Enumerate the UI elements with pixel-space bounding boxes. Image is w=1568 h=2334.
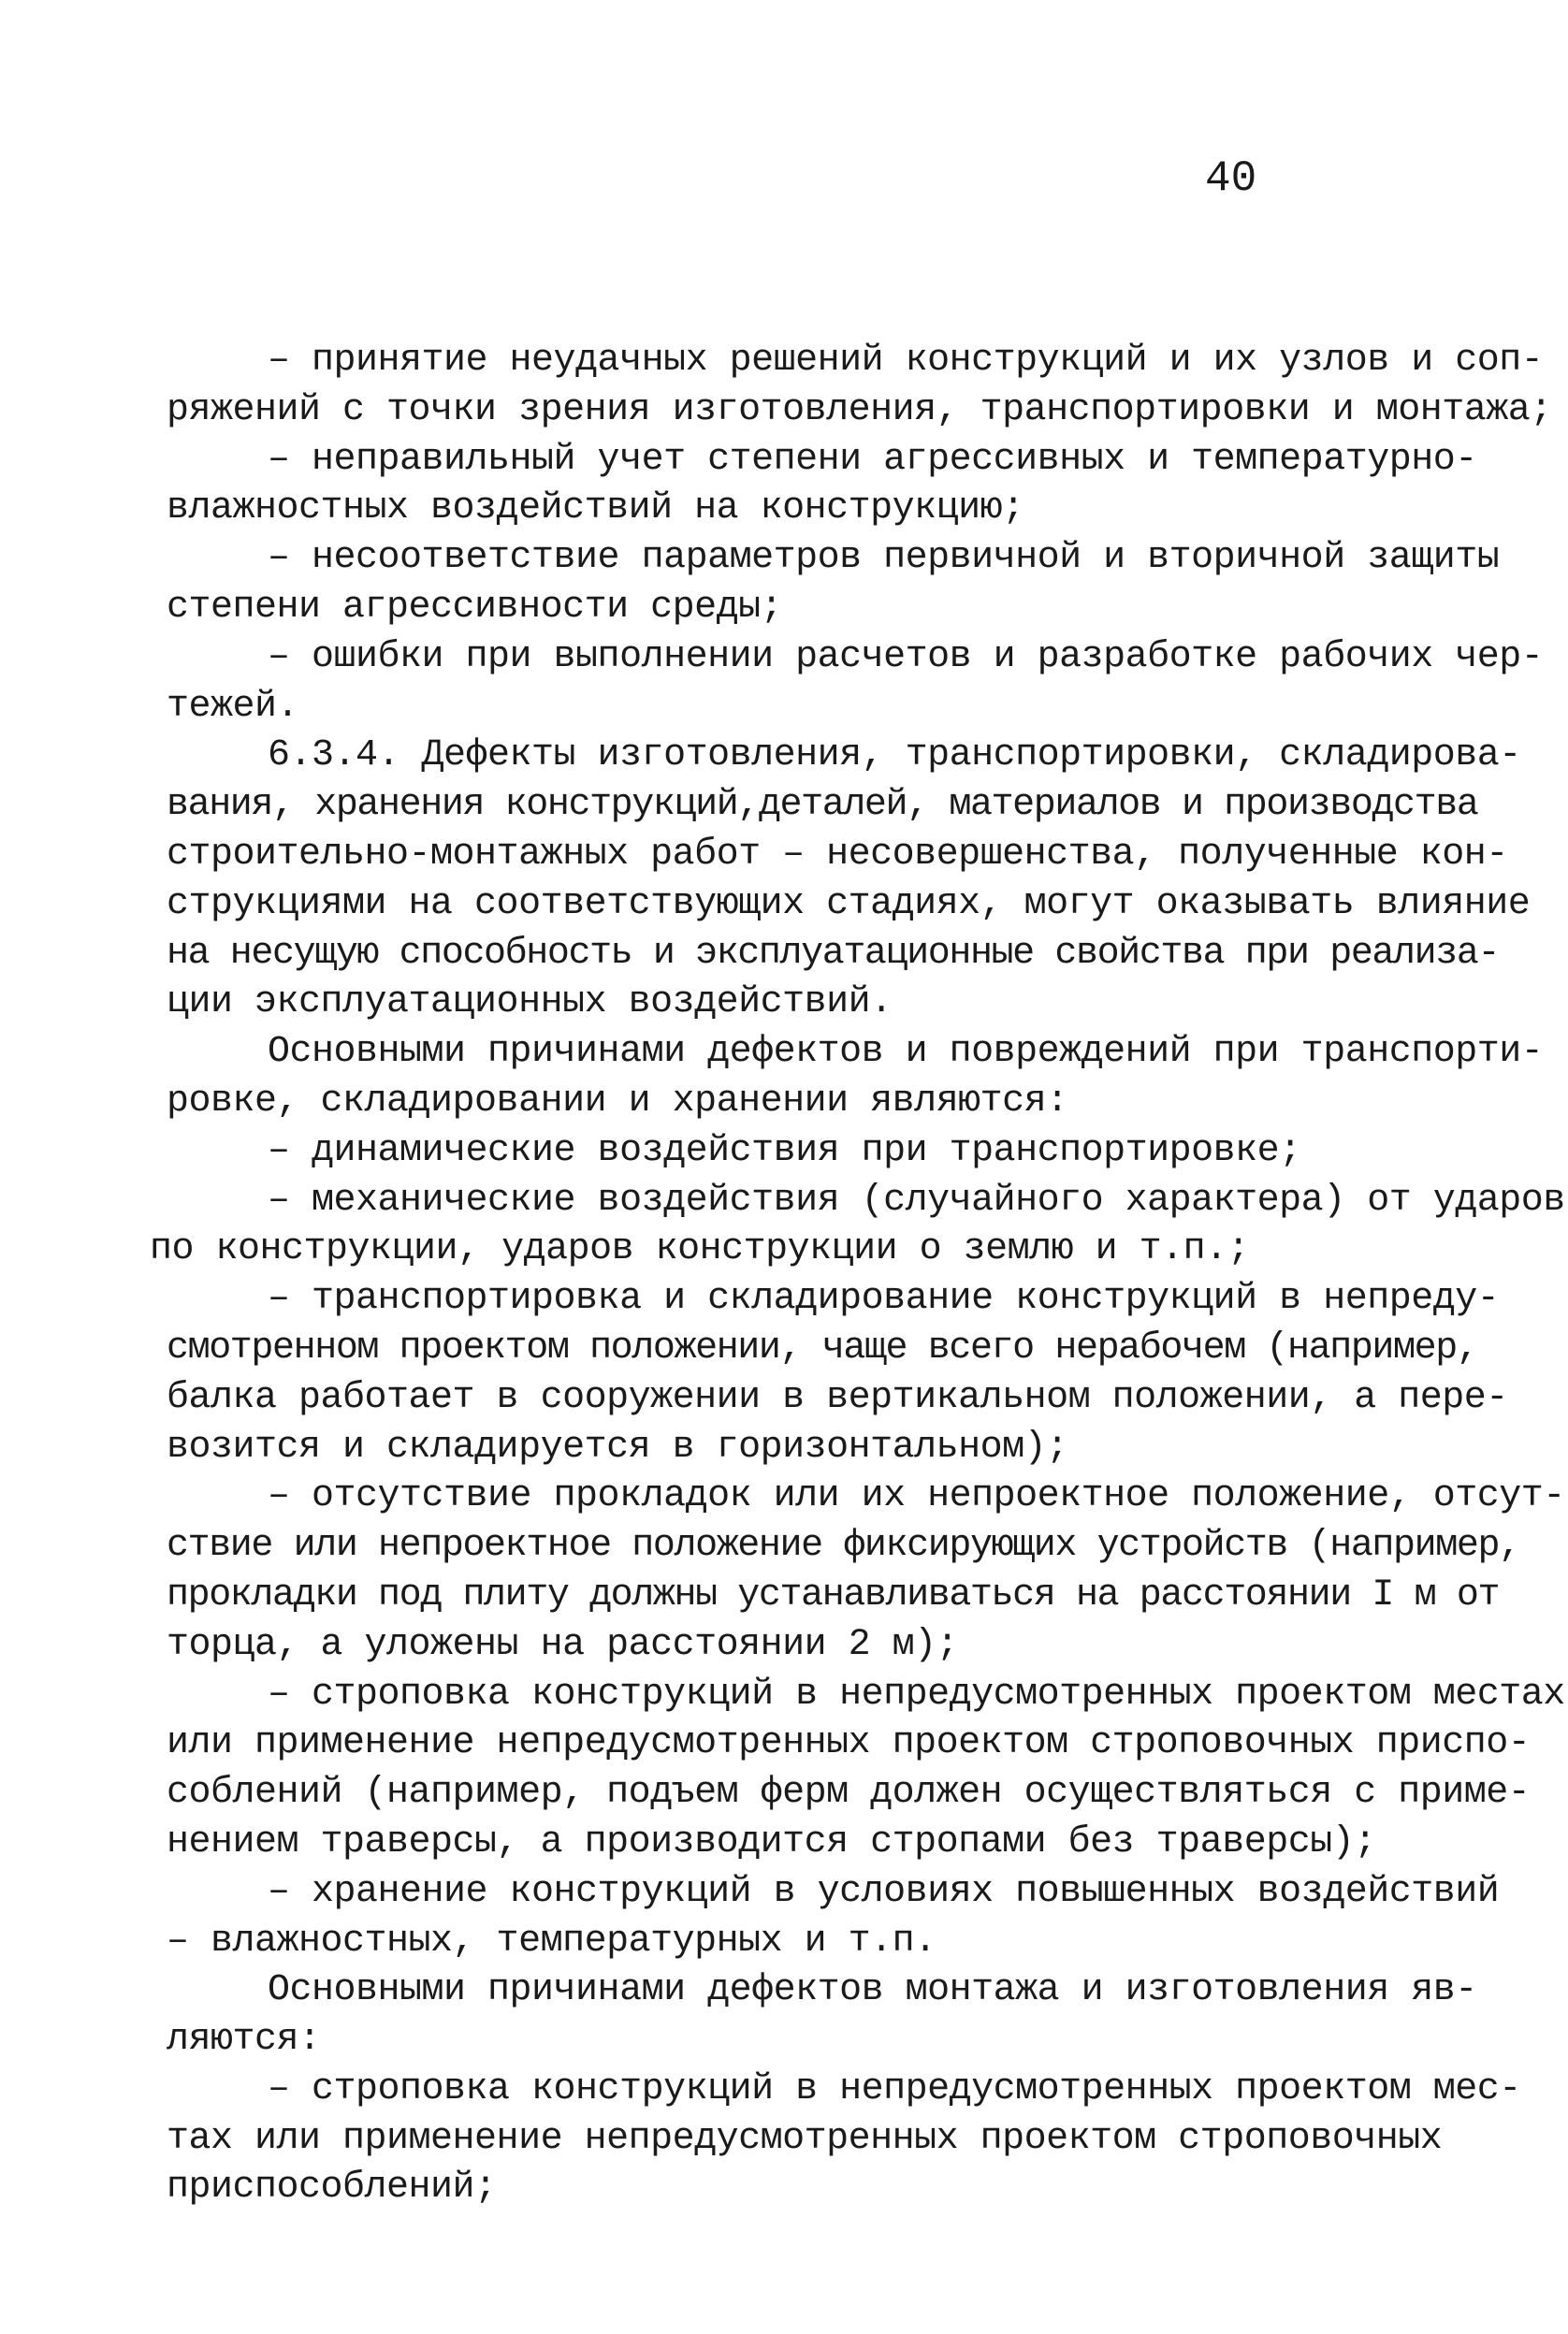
text-line: ровке, складировании и хранении являются: (167, 1080, 1068, 1123)
text-line: ляются: (167, 2019, 321, 2062)
text-line: – влажностных, температурных и т.п. (167, 1920, 936, 1963)
text-line: вания, хранения конструкций,деталей, материалов и производства (167, 784, 1478, 827)
text-line: – строповка конструкций в непредусмотренных проектом мес- (268, 2067, 1521, 2110)
text-line: ции эксплуатационных воздействий. (167, 981, 893, 1024)
text-line: смотренном проектом положении, чаще всего нерабочем (например, (167, 1326, 1478, 1370)
section-heading-line: 6.3.4. Дефекты изготовления, транспортировки, складирова- (268, 734, 1521, 777)
text-line: – неправильный учет степени агрессивных и температурно- (268, 438, 1477, 481)
text-line: на несущую способность и эксплуатационные свойства при реализа- (167, 932, 1500, 975)
text-line: прокладки под плиту должны устанавливаться на расстоянии I м от (167, 1573, 1500, 1616)
page-number: 40 (1205, 154, 1257, 203)
text-line: – отсутствие прокладок или их непроектное положение, отсут- (268, 1475, 1565, 1518)
text-line: – хранение конструкций в условиях повышенных воздействий (268, 1870, 1500, 1913)
text-line: возится и складируется в горизонтальном); (167, 1426, 1068, 1469)
text-line: струкциями на соответствующих стадиях, могут оказывать влияние (167, 882, 1531, 925)
text-line: по конструкции, ударов конструкции о землю и т.п.; (150, 1228, 1250, 1271)
text-line: приспособлений; (167, 2167, 497, 2210)
text-line: степени агрессивности среды; (167, 586, 783, 629)
text-line: тежей. (167, 685, 299, 728)
text-line: соблений (например, подъем ферм должен осуществляться с приме- (167, 1772, 1531, 1815)
text-line: балка работает в сооружении в вертикальном положении, а пере- (167, 1376, 1508, 1419)
body-text (150, 337, 1565, 2213)
text-line: Основными причинами дефектов монтажа и изготовления яв- (268, 1969, 1477, 2012)
text-line: – динамические воздействия при транспортировке; (268, 1129, 1301, 1172)
text-line: Основными причинами дефектов и повреждений при транспорти- (268, 1031, 1544, 1074)
text-line: ряжений с точки зрения изготовления, транспортировки и монтажа; (167, 388, 1552, 431)
text-line: строительно-монтажных работ – несовершенства, полученные кон- (167, 833, 1508, 876)
text-line: – принятие неудачных решений конструкций и их узлов и соп- (268, 340, 1544, 382)
text-line: ствие или непроектное положение фиксирующих устройств (например, (167, 1525, 1520, 1568)
text-line: – строповка конструкций в непредусмотренных проектом местах (268, 1673, 1565, 1716)
text-line: – несоответствие параметров первичной и вторичной защиты (268, 537, 1500, 580)
text-line: нением траверсы, а производится стропами без траверсы); (167, 1820, 1376, 1863)
text-line: или применение непредусмотренных проектом строповочных приспо- (167, 1722, 1531, 1765)
text-line: тах или применение непредусмотренных проектом строповочных (167, 2117, 1443, 2160)
text-line: влажностных воздействий на конструкцию; (167, 487, 1024, 530)
text-line: – механические воздействия (случайного характера) от ударов (268, 1179, 1565, 1222)
text-line: торца, а уложены на расстоянии 2 м); (167, 1623, 959, 1666)
text-line: – транспортировка и складирование конструкций в непреду- (268, 1278, 1500, 1321)
text-line: – ошибки при выполнении расчетов и разработке рабочих чер- (268, 635, 1544, 678)
